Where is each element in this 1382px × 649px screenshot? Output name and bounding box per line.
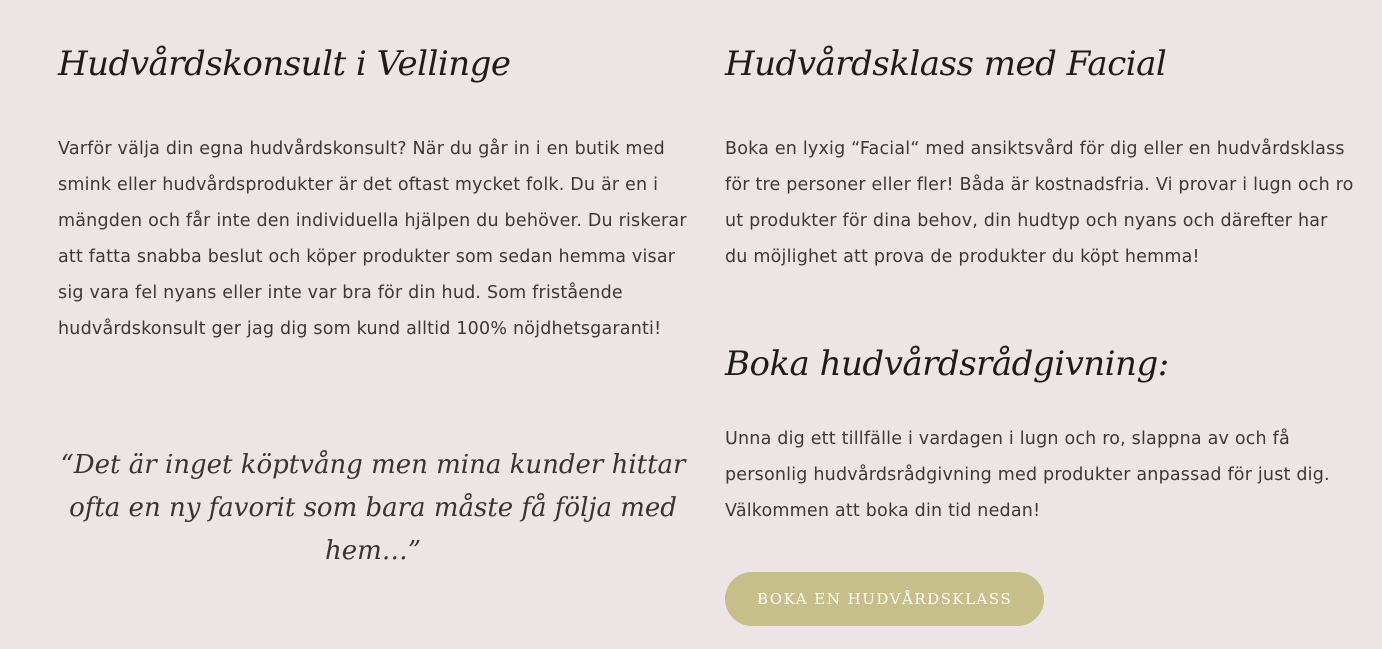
consultant-paragraph: Varför välja din egna hudvårdskonsult? När du går in i en butik med smink eller hudvårdsprodukter är det oftast mycket folk. Du är en i mängden och får inte den individuella hjälpen du behöver. Du riskerar att fatta snabba beslut och köper produkter som sedan hemma visar sig vara fel nyans eller inte var bra för din hud. Som fristående hudvårdskonsult ger jag dig som kund alltid 100% nöjdhetsgaranti! <box>58 139 687 339</box>
book-skincare-class-button[interactable]: BOKA EN HUDVÅRDSKLASS <box>725 572 1044 626</box>
facial-class-heading: Hudvårdsklass med Facial <box>725 44 1167 84</box>
booking-paragraph: Unna dig ett tillfälle i vardagen i lugn och ro, slappna av och få personlig hudvårdsrådgivning med produkter anpassad för just dig. Välkommen att boka din tid nedan! <box>725 429 1330 521</box>
consultant-heading: Hudvårdskonsult i Vellinge <box>58 44 511 84</box>
customer-quote: “Det är inget köptvång men mina kunder hittar ofta en ny favorit som bara måste få följa med hem…” <box>60 450 686 566</box>
booking-heading: Boka hudvårdsrådgivning: <box>725 344 1169 384</box>
facial-class-paragraph: Boka en lyxig “Facial“ med ansiktsvård för dig eller en hudvårdsklass för tre personer eller fler! Båda är kostnadsfria. Vi provar i lugn och ro ut produkter för dina behov, din hudtyp och nyans och därefter har du möjlighet att prova de produkter du köpt hemma! <box>725 139 1354 267</box>
